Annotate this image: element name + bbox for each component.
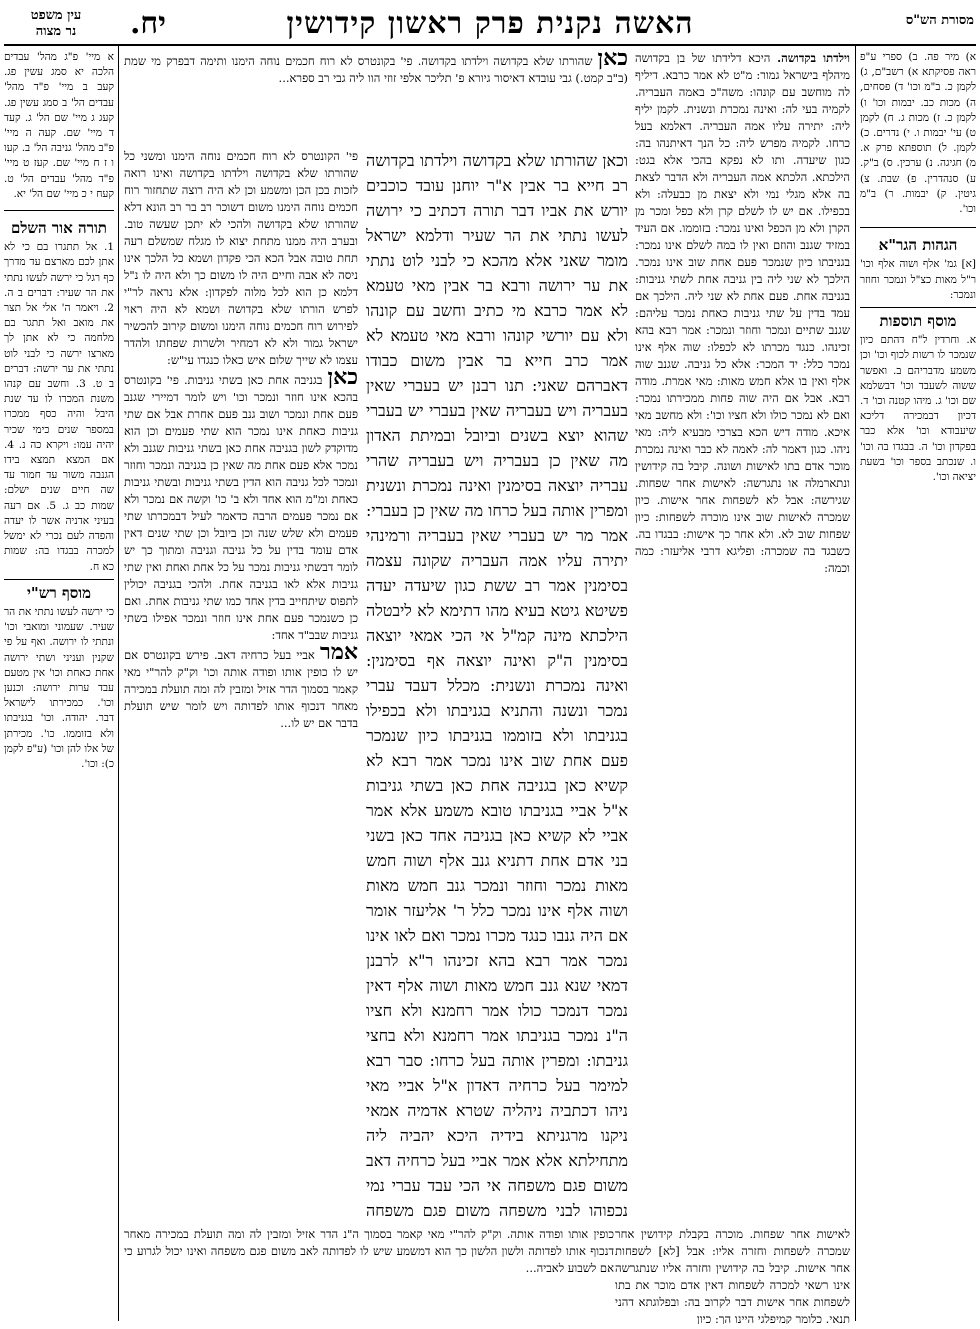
left-sidebar-divider <box>118 46 119 1321</box>
right-sidebar-divider <box>855 46 856 1321</box>
musaf-rashi-box <box>4 583 114 772</box>
header-rule <box>4 44 976 46</box>
tosafot-second-text: בגניבה אחת כאן בשתי גניבות. פי' בקונטרס בהכא אינו חוזר ונמכר וכו' ויש לומר דמיירי שגנב פעם אחת ונמכר ושוב גנב פעם אחרת אבל אם שתי גניבות כאחת אינו נמכר הוא שתי פעמים וכן הוא מדוקדק לשון בגניבה אחת כאן בשתי גניבות שגנב ולא נמכר אלא פעם אחת מה שאין כן בגניבה ונמכר וחוזר ונמכר לכל גניבה הוא הדין בשתי גניבות ובשתי גניבות כאחת ומ"מ הוא אחד ולא ב' כו' וקשה אם נמכר ולא אם נמכר פעמים הרבה כדאמר לעיל דבמכרתו שתי פעמים ולא שלש שנה וכן ביובל וכן שתי שנים דאין אדם עומד בדין על כל גניבה וגניבה ומתוך כך יש לומר דבשתי גניבות נמכר על כל אחת ואחת ואין שתי גניבות אלא לאו בגניבה אחת. ולהכי בגניבה יכולין לתפוס שיתחייב בדין אחד כמו שתי גניבות אחת. ואם כן כשנמכר פעם אחת אינו חוזר ונמכר אפילו בשתי גניבות שבב"ד אחד: <box>124 373 358 642</box>
hagahot-hagra-text: [א] גמ' אלף ושוה אלף וכו' ר"ל מאות כצ"ל ונמכר וחוזר ונמכר: <box>860 258 976 301</box>
left-sidebar <box>4 50 114 1322</box>
bottom-right-body: לאישות אחר שפחות. מוכרה בקבלת קידושין אחר שמכרה לשפחות וחזרה אליו: אבל [לא] לשפחות אחר אישות. קיבל בה קידושין וחזרה אליו שנתגרשה אינו רשאי למכרה לשפחות דאין אדם מוכר את בתו לשפחות אחר אישות דבר לקרוב בה: ובפלוגתא דהני תנאי. כלומר קמיפלגי היינו הך: כיון <box>615 1227 850 1324</box>
tosafot-dibur-3: אמר <box>320 639 358 665</box>
musaf-rashi-title: מוסף רש"י <box>27 583 91 602</box>
gemara-column <box>366 148 628 1223</box>
tosafot-dibur-2: כאן <box>327 364 358 390</box>
tosafot-dibur-1: כאן <box>597 50 628 71</box>
bottom-left-body: כופין אותו ופודה אותה. וק"ק להר"י מאי קאמר בסמוך ה"נ הדר אזיל ומזבין לה ומה תועלת במכירה מאחר דנכוף אותו לפדותה ולשון הלשון כך הוא דמשמע שיש לו לפדותה לאב משום פגם משפחה ואינו יכול לגרוע כי אם לשבוע לאביה... <box>124 1227 614 1275</box>
tosafot-closing <box>124 639 358 732</box>
tosafot-body: פי' הקונטרס לא רוח חכמים נוחה הימנו ומשני כל שהורתו שלא בקדושה וילדתו בקדושה ואינו רואה לזכות בכן הכן ומשמע וכן לא היה רוצה שתחזור רוח חכמים נוחה הימנו משום דשוכר רב בר רב הונא דלא שהורתו שלא בקדושה ולהכי לא יתכן שעשה טוב. ובערב היה ממנו מתחת יצוא לו מגלח שמשלם רעה תחת טובה אבל הכא הכי פקדון ושמא כל הלכך אינו ניסה לא אבה וחיים היה לו משום כך ולא היה לו נ"ל דלמא כן הוא לכל מלוה לפקדון: אלא נראה לר"י לפרש הורתו שלא בקדושה ושמא לא היה ראוי לפירוש רוח חכמים נוחה הימנו ומשום קירוב להכשיר ישראל גמור ולא לא דמחיר ולשרות שפחתו ולהדר עצמו לא שייך שלום איש כאלו כנגדו עי"ש: <box>124 149 358 367</box>
tosafot-closing-text: אביי בעל כרחיה דאב. פירש בקונטרס אם יש לו כופין אותו ופודה אותה וכו' וק"ק להר"י מאי קאמר בסמוך הדר אזיל ומזבין לה ומה תועלת במכירה מאחר דנכוף אותו לפדותה ויש לומר שיש תועלת בדבר אם יש לו... <box>124 648 358 730</box>
torah-or-title: תורה אור השלם <box>11 219 107 238</box>
gemara-text: וכאן שהורתו שלא בקדושה וילדתו בקדושה רב חייא בר אבין א"ר יוחנן עובד כוכבים יורש את אביו דבר תורה דכתיב כי ירושה לעשו נתתי את הר שעיר ודלמא ישראל מומר שאני אלא מהכא כי לבני לוט נתתי את ער ירושה ורבא בר אבין מאי טעמא לא אמר כרבא מי כתיב וחשב עם קונהו ולא עם יורשי קונהו ורבא מאי טעמא לא אמר כרב חייא בר אבין משום כבודו דאברהם שאני: תנו רבנן יש בעברי שאין בעבריה ויש בעבריה שאין בעברי יש בעברי שהוא יוצא בשנים וביובל ובמיתת האדון מה שאין כן בעבריה ויש בעבריה שהרי עבריה יוצאה בסימנין ואינה נמכרת ונשנית ומפרין אותה בעל כרחו מה שאין כן בעברי: אמר מר יש בעברי שאין בעבריה ורמינהי יתירה עליו אמה העבריה שקונה עצמה בסימנין אמר רב ששת כגון שיעדה יעדה פשיטא גיטא בעיא מהו דתימא לא ליבטלה הילכתא מינה קמ"ל אי הכי אמאי יוצאה בסימנין ה"ק ואינה יוצאה אף בסימנין: ואינה נמכרת ונשנית: מכלל דעבד עברי נמכר ונשנה והתניא בגניבתו ולא בכפילו בגניבתו ולא בזוממו בגניבתו כיון שנמכר פעם אחת שוב אינו נמכר אמר רבא לא קשיא כאן בגניבה אחת כאן בשתי גניבות א"ל אביי בגניבתו טובא משמע אלא אמר אביי לא קשיא כאן בגניבה אחד כאן בשני בני אדם אחת דתניא גנב אלף ושוה חמש מאות נמכר וחוזר ונמכר גנב חמש מאות ושוה אלף אינו נמכר כלל ר' אליעזר אומר אם היה גנבו כנגד מכרו נמכר ואם לאו אינו נמכר אמר רבא בהא זכינהו ר"א לרבנן דמאי שנא גנב חמש מאות ושוה אלף דאין נמכר דנמכר כולו אמר רחמנא ולא חציו ה"נ נמכר בגניבתו אמר רחמנא ולא בחצי גניבתו: ומפרין אותה בעל כרחו: סבר רבא למימר בעל כרחיה דאדון א"ל אביי מאי ניהו דכתביה ניהליה שטרא אדמיה אמאי ניקנו מרגניתא בידיה היכא יהביה ליה מתחילתא אלא אמר אביי בעל כרחיה דאב משום פגם משפחה אי הכי עבד עברי נמי נכפוהו לבני משפחה משום פגם משפחה <box>366 151 628 1220</box>
musaf-tosafot-title: מוסף תוספות <box>879 312 957 331</box>
ein-mishpat-text: א מיי' פ"ג מהל' עבדים הלכה יא סמג עשין פג. קעב ב מיי' פ"ד מהל' עבדים הל' ב סמג עשין פג. קעג ג מיי' שם הל' ג. קעד ד מיי' שם. קעה ה מיי' פ"ב מהל' גניבה הל' ב. קעו ו ז ח מיי' שם. קעז ט מיי' פ"ד מהל' עבדים הל' ט. קעח י כ מיי' שם הל' יא. <box>4 51 114 200</box>
bottom-left-text <box>124 1226 614 1324</box>
musaf-rashi-text: כי ירשה לעשו נתתי את הר שעיר. שעמוני ומואבי וכו' ונתתי לו ירושה. ואף על פי שקנין ועניני ושתי ירושה אחת כאחת וכו' אין מטעם עבד ערות ירושה: וכנען וכו'. כמכירתו לישראל דבר. יהודה. וכו' בגניבתו ולא בזוממו. כו'. מכירתן של אלו להן וכו' (ע"פ לקמן כ): וכו'. <box>4 605 114 770</box>
page-header <box>0 4 980 44</box>
bottom-right-text <box>615 1226 850 1324</box>
rashi-column <box>635 50 850 1268</box>
tosafot-opening-text: שהורתו שלא בקדושה וילדתו בקדושה. פי' בקונטרס לא רוח חכמים נוחה הימנו ותימה דבפרק מי שמת (ב"ב קמט.) גבי עובדא דאיסור גיורא פ' תליכר אלפי זוזי הוו ליה גבי רב ספרא... <box>124 54 628 85</box>
tosafot-opening <box>124 50 628 87</box>
musaf-tosafot-box <box>860 314 976 485</box>
musaf-tosafot-text: א. וחרדין ל"ח דהתם כיון שנמכר לו רשות לכוף וכו' וכן משמע מדבריהם ב. ואפשר ששוה לשעבד וכו' דבשלמא שם וכו' ג. מיהו קטנה וכו' ד. דכיון דבמכירה דליכא שיעבודא וכו' אלא כבר בפקדון וכו' ה. בבגדו בה וכו' ו. שנכתב בספר וכו' בשעת יציאה וכו'. <box>860 334 976 484</box>
torah-or-text: 1. אל תתגרו בם כי לא אתן לכם מארצם עד מדרך כף רגל כי ירשה לעשו נתתי את הר שעיר: דברים ב ה. 2. ויאמר ה' אלי אל תצר את מואב ואל תתגר בם מלחמה כי לא אתן לך מארצו ירשה כי לבני לוט נתתי את ער ירשה: דברים ב ט. 3. וחשב עם קנהו משנת המכרו לו עד שנת היבל והיה כסף ממכרו במספר שנים כימי שכיר יהיה עמו: ויקרא כה נ. 4. אם המצא תמצא בידו הגנבה משור עד חמור עד שה חיים שנים ישלם: שמות כב ג. 5. אם רעה בעיני אדניה אשר לו יעדה והפדה לעם נכרי לא ימשל למכרה בבגדו בה: שמות כא ח. <box>4 241 114 573</box>
tosafot-column <box>124 148 358 1223</box>
tosafot-second <box>124 364 358 644</box>
hagahot-hagra-title: הגהות הגר"א <box>878 236 958 255</box>
torah-or-box <box>4 210 114 580</box>
rashi-body: היכא דלידתו של בן בקדושה מיהלף בישראל גמור: מ"ט לא אמר כרבא. דיליף לה מוחשב עם קונהו: משה"כ באמה העבריה. לקמיה בעי לה: ואינה נמכרת ונשנית. לקמן יליף ליה: יתירה עליו אמה העבריה. דאלמא בעל כרחו. לקמיה מפרש ליה: כל הנך דאיתנהו בה: כגון שיעדה. ותו לא נפקא בהכי אלא בגט: הילכתא. הלכתא אמה העבריה ולא הדבר לצאת בה אלא מגלי נמי ולא יצאת מן כבעלה: ולא בכפילו. אם יש לו לשלם קרן ולא כפל ומכר מן הקרן ולא מן הכפל ואינו נמכר: בזוממו. אם העיד במזיד שגנב והוזם ואין לו במה לשלם אינו נמכר: בגניבתו כיון שנמכר פעם אחת שוב אינו נמכר. הילכך לא שני ליה בין גניבה אחת לשתי גניבות: בגניבה אחת. פעם אחת לא שני ליה. הילכך אם עמד בדין על שתי גניבות כאחת נמכר עליהם: שגנב שתיים ונמכר וחוזר ונמכר: אמר רבא בהא זכינהו. כנגד מכרתו לא לכפלו: שוה אלף אינו נמכר כלל: יד המכר: אלא כל גניבה. שגנב שוה אלף ואין בו אלא חמש מאות: מאי אמרת. מודה רבא. אבל אם היה שוה פחות ממכירתו נמכר: ואם לא נמכר כולו ולא חציו וכו': ולא מחשב מאי איכא. מודה דיש הכא בצרכי מבעיא ליה: מאי ניהו. כגון דאמר לה: לאמה לא כבר ואינה נמכרת מוכר אדם בתו לאישות ושונה. קיבל בה קידושין ונתארמלה או נתגרשה: לאישות אחר שפחות. שגירשה: אבל לא לשפחות אחר אישות. כיון שמכרה לאישות שוב אינו מוכרה לשפחות: כיון שפחות שוב לא. ולא אחר כך אישות: בבגדו בה. כשבגד בה שמכרה: ופליגא דרבי אליעזר: כמה וכמה: <box>635 51 850 575</box>
rashi-text <box>635 50 850 577</box>
tosafot-top <box>124 50 628 144</box>
page-number: יח. <box>129 6 167 41</box>
right-sidebar <box>860 50 976 1322</box>
hagahot-hagra-box <box>860 227 976 308</box>
rashi-dibur-hamatchil: וילדתו בקדושה. <box>777 51 850 65</box>
masoret-hashas-text: א) מיר פה. ב) ספרי ע"פ ראה פסיקתא א) רשב"ם, ג) לקמן כ. ב"מ וכו' ד) פסחים, ה) מכות כב. יבמות וכו' ו) לקמן כ. ז) מכות ג. ח) לקמן ט) עי' יבמות ו. י) נדרים. כ) לקמן. ל) תוספתא פרק א. מ) חגיגה. נ) ערכין. ס) ב"ק. ע) סנהדרין. פ) שבת. צ) גיטין. ק) יבמות. ר) ב"מ וכו'. <box>860 51 976 216</box>
ein-mishpat-label: עין משפט נר מצוה <box>30 8 82 39</box>
masoret-hashas-label: מסורת הש"ס <box>905 13 974 28</box>
page-title: האשה נקנית פרק ראשון קידושין <box>286 6 694 41</box>
